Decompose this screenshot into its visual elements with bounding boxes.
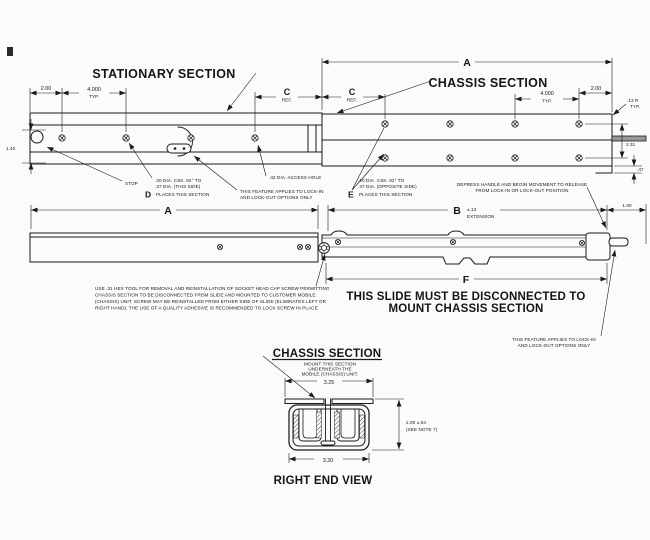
dim-f-label: F (462, 274, 470, 286)
lock-feature-bottom-line1: THIS FEATURE APPLIES TO LOCK-IN (512, 337, 596, 342)
scan-artifact-mark (7, 47, 13, 56)
ref-right: REF. (346, 97, 358, 103)
dim-47-label: .47 (637, 167, 644, 172)
dim-c-right: C (348, 87, 356, 97)
mount-note-line1: MOUNT THIS SECTION (304, 361, 356, 367)
csk-d-line2: .37 DIA. (THIS SIDE) (155, 184, 201, 189)
dim-b-extension: EXTENSION (467, 214, 495, 219)
stationary-section-title: STATIONARY SECTION (92, 67, 236, 81)
dim-b-label: B (453, 205, 461, 217)
access-hole-label: .42 DIA. ACCESS HOLE (269, 175, 322, 180)
depress-note-line1: DEPRESS HANDLE AND BEGIN MOVEMENT TO RELEASE (456, 182, 588, 187)
mount-note-line2: UNDERNEATH THE (308, 366, 352, 372)
lock-feature-top-line1: THIS FEATURE APPLIES TO LOCK-IN (240, 189, 324, 194)
dim-140-label: 1.40 (6, 146, 16, 151)
disconnect-warning-line1: THIS SLIDE MUST BE DISCONNECTED TO (346, 291, 586, 303)
lock-feature-bottom-line2: AND LOCK-OUT OPTIONS ONLY (517, 343, 591, 348)
dim-200-left: 2.00 (40, 86, 52, 92)
lock-feature-top-line2: AND LOCK-OUT OPTIONS ONLY (240, 195, 313, 200)
typ-left: TYP. (88, 94, 100, 99)
mount-note-line3: MOBILE (CHASSIS) UNIT. (301, 371, 359, 377)
stop-label: STOP (125, 181, 138, 186)
hex-note-line3: (CHASSIS) UNIT. SCREW MAY BE REINSTALLED FROM EITHER SIDE OF SLIDE (ELIMINATES LEFT OR (95, 299, 327, 304)
typ-right: TYP. (541, 98, 553, 104)
socket-head-cap-screw (319, 243, 330, 254)
dim-c-left: C (283, 87, 291, 97)
hex-note-line2: CHASSIS SECTION TO BE DISCONNECTED FROM SLIDE AND MOUNTED TO CUSTOMER MOBILE (95, 292, 316, 298)
hex-note-line1: USE .31 HEX TOOL FOR REMOVAL AND REINSTALLATION OF SOCKET HEAD CAP SCREW PERMITTING (95, 286, 330, 291)
hex-note-line4: RIGHT HAND). THE USE OF A QUALITY ADHESIVE IS RECOMMENDED TO LOCK SCREW IN PLACE. (95, 305, 320, 311)
disconnect-warning-line2: MOUNT CHASSIS SECTION (388, 303, 544, 315)
dim-13r-label: .13 R (627, 98, 639, 103)
dim-13r-typ: TYP. (630, 104, 641, 109)
dim-4000-right: 4.000 (540, 91, 554, 97)
dim-a-middle: A (164, 205, 172, 217)
chassis-section-title: CHASSIS SECTION (428, 76, 548, 90)
dim-200-tol-label: 2.00 ±.04 (406, 420, 427, 425)
csk-e-line1: .20 DIA. CSK. 82° TO (358, 178, 405, 183)
endview-chassis-title: CHASSIS SECTION (272, 348, 382, 360)
dim-325-label: 3.25 (323, 380, 335, 386)
dim-b-tolerance: ±.13 (467, 207, 477, 212)
ref-left: REF. (281, 97, 293, 103)
dim-4000-left: 4.000 (87, 87, 101, 93)
dim-a-label: A (463, 57, 471, 69)
depress-note-line2: FROM LOCK-IN OR LOCK-OUT POSITION (475, 188, 569, 193)
dim-200-right: 2.00 (590, 86, 602, 92)
right-end-view-caption: RIGHT END VIEW (273, 475, 373, 487)
dim-100-label: 1.00 (622, 203, 632, 208)
csk-d-line3: PLACES THIS SECTION (156, 192, 210, 197)
dim-200-note-label: (SEE NOTE 7) (406, 427, 438, 432)
csk-d-letter: D (145, 189, 152, 200)
dim-231-label: 2.31 (626, 142, 636, 147)
csk-e-letter: E (348, 189, 354, 200)
csk-e-line2: .37 DIA. (OPPOSITE SIDE) (358, 184, 417, 189)
csk-e-line3: PLACES THIS SECTION (359, 192, 413, 197)
csk-d-line1: .20 DIA. CSK. 82° TO (155, 178, 202, 183)
dim-320-label: 3.20 (322, 458, 334, 464)
